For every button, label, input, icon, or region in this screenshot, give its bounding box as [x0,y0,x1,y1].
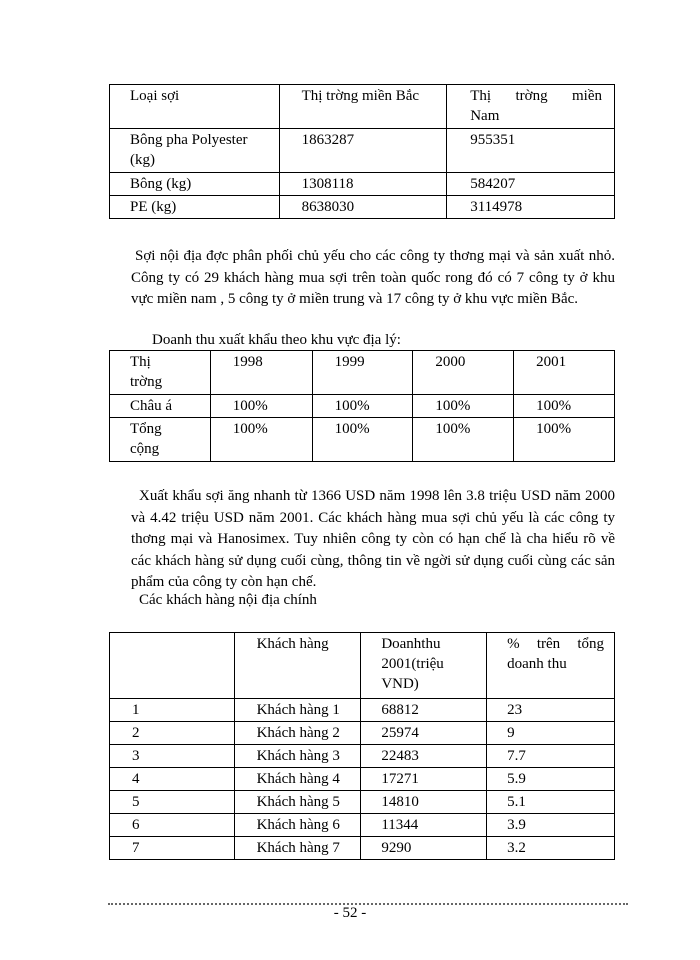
share-cell: 3.9 [487,814,615,837]
index-cell: 7 [110,837,235,860]
header-south-market [447,85,615,129]
revenue-cell: 11344 [361,814,487,837]
table-row [110,837,615,860]
header-south-line [470,86,602,106]
share-cell: 5.9 [487,768,615,791]
cell-line: Bông pha Polyester [130,132,248,148]
table-header-row [110,85,615,129]
domestic-distribution-paragraph: Sợi nội địa đợc phân phối chủ yếu cho các công ty thơng mại và sản xuất nhỏ. Công ty có 29 khách hàng mua sợi trên toàn quốc rong đó có 7 công ty ở khu vực miền nam , 5 công ty ở miền trung và 17 công ty ở khu vực miền Bắc. [131,248,615,307]
south-value-cell: 955351 [447,129,615,173]
share-cell: 100% [312,418,413,462]
share-cell: 100% [413,418,514,462]
export-revenue-caption: Doanh thu xuất khẩu theo khu vực địa lý: [152,332,401,348]
share-cell: 100% [312,395,413,418]
table-row [110,722,615,745]
cell-line: 2001(triệu [381,656,444,672]
share-cell: 5.1 [487,791,615,814]
north-value-cell: 1308118 [279,173,447,196]
table-header-row [110,633,615,699]
header-share-line [507,634,604,654]
index-cell: 4 [110,768,235,791]
export-revenue-table [109,350,615,462]
cell-line: Tổng [130,421,162,437]
header-word: % [507,636,520,652]
index-cell: 3 [110,745,235,768]
header-share [487,633,615,699]
cell-line: doanh thu [507,656,567,672]
market-cell [110,418,211,462]
market-cell: Châu á [110,395,211,418]
fiber-market-table [109,84,615,219]
cell-line: trờng [130,374,163,390]
share-cell: 100% [413,395,514,418]
customer-cell: Khách hàng 5 [234,791,361,814]
revenue-cell: 9290 [361,837,487,860]
header-word: tổng [577,636,604,652]
header-index [110,633,235,699]
share-cell: 100% [210,418,312,462]
south-value-cell: 3114978 [447,196,615,219]
header-word: Thị [470,88,492,104]
cell-line: Thị [130,354,151,370]
domestic-customers-caption: Các khách hàng nội địa chính [139,592,317,608]
share-cell: 100% [514,395,615,418]
domestic-customers-table [109,632,615,860]
revenue-cell: 25974 [361,722,487,745]
fiber-type-cell: PE (kg) [110,196,280,219]
table-row [110,791,615,814]
revenue-cell: 17271 [361,768,487,791]
header-revenue [361,633,487,699]
table-row [110,196,615,219]
table-row [110,418,615,462]
export-growth-paragraph: Xuất khẩu sợi ăng nhanh từ 1366 USD năm 1998 lên 3.8 triệu USD năm 2000 và 4.42 triệu USD năm 2001. Các khách hàng mua sợi chủ yếu là các công ty thơng mại và Hanosimex. Tuy nhiên công ty còn có hạn chế là cha hiểu rõ về các khách hàng sử dụng cuối cùng, thông tin về ngời sử dụng cuối cùng các sản phẩm của công ty còn hạn chế. [131,488,615,590]
index-cell: 5 [110,791,235,814]
header-year: 1999 [312,351,413,395]
north-value-cell: 8638030 [279,196,447,219]
share-cell: 9 [487,722,615,745]
share-cell: 3.2 [487,837,615,860]
index-cell: 2 [110,722,235,745]
customer-cell: Khách hàng 2 [234,722,361,745]
revenue-cell: 68812 [361,699,487,722]
header-word: trên [536,636,561,652]
fiber-type-cell [110,129,280,173]
revenue-cell: 22483 [361,745,487,768]
index-cell: 6 [110,814,235,837]
header-year: 2001 [514,351,615,395]
table-row [110,768,615,791]
cell-line: cộng [130,441,160,457]
header-word: Nam [470,108,500,124]
header-customer: Khách hàng [234,633,361,699]
customer-cell: Khách hàng 4 [234,768,361,791]
index-cell: 1 [110,699,235,722]
share-cell: 100% [210,395,312,418]
page-number: - 52 - [333,905,367,921]
customer-cell: Khách hàng 1 [234,699,361,722]
cell-line: (kg) [130,152,155,168]
customer-cell: Khách hàng 7 [234,837,361,860]
table-row [110,395,615,418]
header-market [110,351,211,395]
table-row [110,173,615,196]
share-cell: 100% [514,418,615,462]
fiber-type-cell: Bông (kg) [110,173,280,196]
share-cell: 23 [487,699,615,722]
table-row [110,814,615,837]
header-north-market: Thị trờng miền Bắc [279,85,447,129]
cell-line: VND) [381,676,419,692]
north-value-cell: 1863287 [279,129,447,173]
header-word: trờng [515,88,548,104]
south-value-cell: 584207 [447,173,615,196]
header-fiber-type: Loại sợi [110,85,280,129]
header-year: 1998 [210,351,312,395]
cell-line: Doanhthu [381,636,441,652]
header-year: 2000 [413,351,514,395]
customer-cell: Khách hàng 6 [234,814,361,837]
header-word: miền [572,88,602,104]
table-header-row [110,351,615,395]
table-row [110,699,615,722]
customer-cell: Khách hàng 3 [234,745,361,768]
revenue-cell: 14810 [361,791,487,814]
table-row [110,129,615,173]
share-cell: 7.7 [487,745,615,768]
table-row [110,745,615,768]
